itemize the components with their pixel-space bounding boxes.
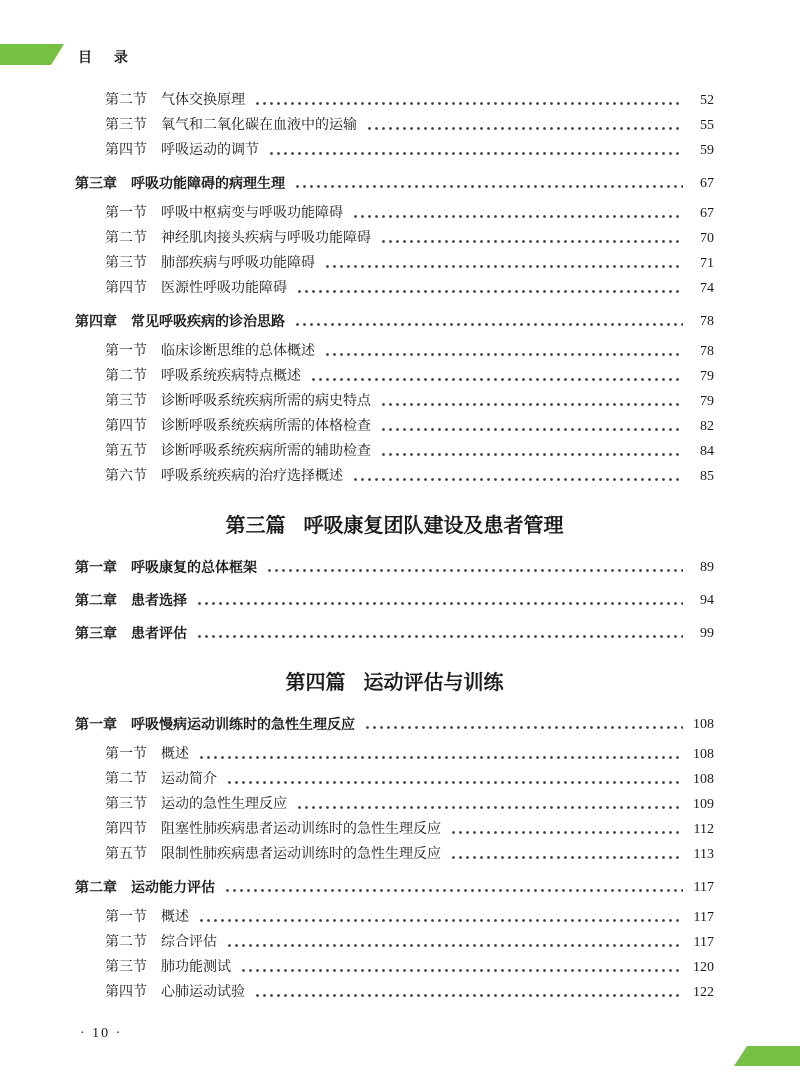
entry-number-label: 第一节 [105, 910, 147, 925]
entry-page-number: 99 [700, 626, 714, 641]
entry-number-label: 第四章 [75, 313, 117, 329]
entry-page-number: 89 [700, 560, 714, 575]
toc-entry-row [75, 930, 714, 955]
entry-title: 临床诊断思维的总体概述 [161, 344, 315, 359]
entry-page-number: 71 [700, 256, 714, 271]
entry-page-number: 108 [693, 717, 714, 732]
toc-entry-row [75, 138, 714, 163]
top-accent-ribbon [0, 44, 64, 65]
entry-page-number: 59 [700, 143, 714, 158]
entry-number-label: 第三节 [105, 797, 147, 812]
entry-title: 呼吸慢病运动训练时的急性生理反应 [131, 716, 355, 732]
dot-leader [266, 555, 683, 580]
entry-page-number: 108 [693, 772, 714, 787]
entry-number-label: 第四节 [105, 143, 147, 158]
dot-leader [268, 138, 683, 163]
entry-title: 诊断呼吸系统疾病所需的体格检查 [161, 419, 371, 434]
dot-leader [324, 339, 683, 364]
entry-title: 呼吸功能障碍的病理生理 [131, 175, 285, 191]
toc-entry-row [75, 201, 714, 226]
entry-number-label: 第三章 [75, 175, 117, 191]
entry-page-number: 79 [700, 394, 714, 409]
entry-page-number: 117 [693, 910, 714, 925]
entry-title: 呼吸康复的总体框架 [131, 559, 257, 575]
entry-title: 呼吸康复团队建设及患者管理 [303, 515, 564, 537]
entry-page-number: 122 [693, 985, 714, 1000]
entry-number-label: 第一章 [75, 716, 117, 732]
toc-entry-row [75, 621, 714, 646]
toc-entry-row [75, 276, 714, 301]
toc-list [75, 88, 714, 1005]
entry-page-number: 52 [700, 93, 714, 108]
entry-title: 概述 [161, 747, 189, 762]
dot-leader [310, 364, 683, 389]
entry-number-label: 第一节 [105, 747, 147, 762]
entry-title: 呼吸运动的调节 [161, 143, 259, 158]
part-heading [75, 511, 714, 541]
entry-title: 呼吸中枢病变与呼吸功能障碍 [161, 206, 343, 221]
entry-title: 氧气和二氧化碳在血液中的运输 [161, 118, 357, 133]
part-heading [75, 668, 714, 698]
entry-title: 概述 [161, 910, 189, 925]
toc-entry-row [75, 251, 714, 276]
entry-page-number: 109 [693, 797, 714, 812]
toc-entry-row [75, 88, 714, 113]
toc-entry-row [75, 767, 714, 792]
entry-number-label: 第五节 [105, 444, 147, 459]
dot-leader [380, 389, 683, 414]
entry-title: 医源性呼吸功能障碍 [161, 281, 287, 296]
entry-page-number: 108 [693, 747, 714, 762]
toc-entry-row [75, 905, 714, 930]
toc-entry-row [75, 339, 714, 364]
entry-title: 神经肌肉接头疾病与呼吸功能障碍 [161, 231, 371, 246]
toc-entry-row [75, 226, 714, 251]
entry-title: 诊断呼吸系统疾病所需的病史特点 [161, 394, 371, 409]
dot-leader [196, 621, 683, 646]
entry-number-label: 第四节 [105, 985, 147, 1000]
dot-leader [380, 414, 683, 439]
entry-page-number: 55 [700, 118, 714, 133]
dot-leader [380, 439, 683, 464]
entry-number-label: 第一节 [105, 206, 147, 221]
dot-leader [364, 712, 683, 737]
entry-title: 心肺运动试验 [161, 985, 245, 1000]
dot-leader [198, 742, 683, 767]
entry-title: 患者评估 [131, 625, 187, 641]
entry-page-number: 94 [700, 593, 714, 608]
bottom-accent-ribbon [734, 1046, 800, 1066]
entry-page-number: 78 [700, 314, 714, 329]
entry-page-number: 67 [700, 176, 714, 191]
entry-number-label: 第二节 [105, 231, 147, 246]
entry-number-label: 第三节 [105, 256, 147, 271]
entry-number-label: 第五节 [105, 847, 147, 862]
dot-leader [196, 588, 683, 613]
entry-number-label: 第四节 [105, 822, 147, 837]
toc-entry-row [75, 309, 714, 334]
entry-title: 运动评估与训练 [363, 672, 504, 694]
toc-entry-row [75, 171, 714, 196]
entry-number-label: 第二节 [105, 935, 147, 950]
toc-entry-row [75, 875, 714, 900]
toc-entry-row [75, 439, 714, 464]
toc-entry-row [75, 389, 714, 414]
toc-entry-row [75, 712, 714, 737]
dot-leader [254, 88, 683, 113]
entry-title: 气体交换原理 [161, 93, 245, 108]
dot-leader [352, 464, 683, 489]
entry-number-label: 第三篇 [225, 515, 286, 537]
entry-number-label: 第六节 [105, 469, 147, 484]
entry-number-label: 第二章 [75, 592, 117, 608]
dot-leader [366, 113, 683, 138]
entry-page-number: 70 [700, 231, 714, 246]
entry-number-label: 第二节 [105, 369, 147, 384]
entry-number-label: 第二节 [105, 93, 147, 108]
toc-entry-row [75, 364, 714, 389]
dot-leader [240, 955, 683, 980]
entry-title: 肺部疾病与呼吸功能障碍 [161, 256, 315, 271]
entry-page-number: 79 [700, 369, 714, 384]
entry-page-number: 113 [693, 847, 714, 862]
dot-leader [380, 226, 683, 251]
entry-number-label: 第四节 [105, 419, 147, 434]
entry-title: 常见呼吸疾病的诊治思路 [131, 313, 285, 329]
dot-leader [352, 201, 683, 226]
dot-leader [198, 905, 683, 930]
entry-page-number: 120 [693, 960, 714, 975]
toc-entry-row [75, 113, 714, 138]
dot-leader [226, 767, 683, 792]
toc-entry-row [75, 588, 714, 613]
entry-page-number: 74 [700, 281, 714, 296]
entry-title: 患者选择 [131, 592, 187, 608]
entry-title: 诊断呼吸系统疾病所需的辅助检查 [161, 444, 371, 459]
entry-number-label: 第一节 [105, 344, 147, 359]
entry-title: 肺功能测试 [161, 960, 231, 975]
entry-title: 限制性肺疾病患者运动训练时的急性生理反应 [161, 847, 441, 862]
entry-page-number: 112 [693, 822, 714, 837]
dot-leader [254, 980, 683, 1005]
toc-entry-row [75, 742, 714, 767]
entry-page-number: 82 [700, 419, 714, 434]
entry-title: 阻塞性肺疾病患者运动训练时的急性生理反应 [161, 822, 441, 837]
toc-entry-row [75, 980, 714, 1005]
entry-title: 运动简介 [161, 772, 217, 787]
entry-number-label: 第二章 [75, 879, 117, 895]
entry-page-number: 85 [700, 469, 714, 484]
dot-leader [324, 251, 683, 276]
entry-title: 呼吸系统疾病的治疗选择概述 [161, 469, 343, 484]
dot-leader [296, 792, 683, 817]
dot-leader [450, 842, 683, 867]
entry-number-label: 第一章 [75, 559, 117, 575]
toc-header-label: 目 录 [78, 49, 137, 65]
dot-leader [296, 276, 683, 301]
entry-title: 运动能力评估 [131, 879, 215, 895]
dot-leader [294, 309, 683, 334]
entry-page-number: 84 [700, 444, 714, 459]
dot-leader [224, 875, 683, 900]
entry-page-number: 117 [693, 935, 714, 950]
entry-number-label: 第三节 [105, 960, 147, 975]
entry-number-label: 第二节 [105, 772, 147, 787]
entry-number-label: 第三节 [105, 394, 147, 409]
entry-page-number: 78 [700, 344, 714, 359]
dot-leader [450, 817, 683, 842]
toc-entry-row [75, 464, 714, 489]
entry-number-label: 第三章 [75, 625, 117, 641]
entry-page-number: 117 [693, 880, 714, 895]
toc-entry-row [75, 414, 714, 439]
entry-title: 运动的急性生理反应 [161, 797, 287, 812]
entry-title: 综合评估 [161, 935, 217, 950]
entry-title: 呼吸系统疾病特点概述 [161, 369, 301, 384]
entry-page-number: 67 [700, 206, 714, 221]
toc-entry-row [75, 842, 714, 867]
toc-entry-row [75, 792, 714, 817]
folio-page-number: · 10 · [80, 1026, 123, 1041]
entry-number-label: 第三节 [105, 118, 147, 133]
entry-number-label: 第四节 [105, 281, 147, 296]
toc-entry-row [75, 555, 714, 580]
toc-entry-row [75, 955, 714, 980]
dot-leader [226, 930, 683, 955]
dot-leader [294, 171, 683, 196]
toc-entry-row [75, 817, 714, 842]
entry-number-label: 第四篇 [285, 672, 346, 694]
